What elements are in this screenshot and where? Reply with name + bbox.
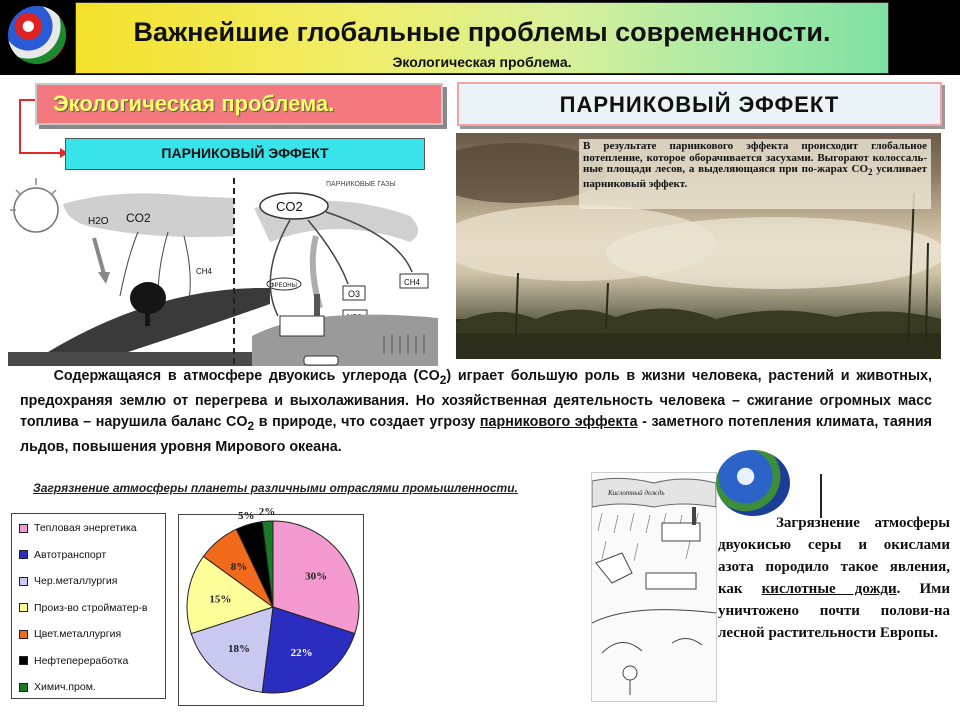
- legend-item: [19, 655, 128, 667]
- eco-problem-label-box: [35, 83, 443, 125]
- o3-label: O3: [348, 289, 361, 299]
- greenhouse-title: ПАРНИКОВЫЙ ЭФФЕКТ: [559, 92, 840, 117]
- flags-globe-logo: [8, 6, 66, 64]
- eco-problem-label: Экологическая проблема.: [53, 91, 335, 116]
- greenhouse-label-small: ПАРНИКОВЫЙ ЭФФЕКТ: [161, 145, 329, 161]
- legend-swatch: [19, 550, 28, 559]
- legend-swatch: [19, 683, 28, 692]
- greenhouse-diagram: [8, 176, 438, 366]
- greenhouse-label-box: [65, 138, 425, 170]
- pie-slice-label: 22%: [290, 647, 313, 660]
- legend-item: [19, 602, 148, 614]
- greenhouse-gases-caption: ПАРНИКОВЫЕ ГАЗЫ: [326, 181, 396, 188]
- legend-label: Чер.металлургия: [34, 575, 118, 587]
- acid-rain-text: Загрязнение атмосферы двуокисью серы и окислами азота породило такое явления, как кислотные дожди. Ими уничтожено почти полови-на лесной растительности Европы.: [718, 515, 951, 641]
- sun-ray-arrow: [94, 238, 104, 274]
- photo-caption: В результате парникового эффекта происходит глобальное потепление, которое оборачивается засухами. Выгорают колоссаль-ные площади лесов, а выделяющаяся при по-жарах $CO_2$ усиливает парниковый эффект.: [579, 139, 931, 209]
- legend-label: Тепловая энергетика: [34, 522, 137, 534]
- pie-slice-label: 2%: [258, 506, 276, 519]
- sketch-caption: Кислотный дождь: [608, 489, 665, 497]
- factory-icon: [280, 316, 324, 336]
- pie-slice-label: 8%: [230, 560, 248, 573]
- page-title: Важнейшие глобальные проблемы современности.: [133, 17, 831, 47]
- legend-label: Химич.пром.: [34, 681, 96, 693]
- h2o-label: H2O: [88, 216, 109, 227]
- page-subtitle: Экологическая проблема.: [392, 54, 572, 70]
- legend-label: Автотранспорт: [34, 548, 107, 561]
- pie-slice-label: 18%: [228, 643, 251, 656]
- legend-item: [19, 628, 121, 640]
- ch4-right-label: CH4: [404, 278, 421, 287]
- legend-swatch: [19, 656, 28, 665]
- legend-item: [19, 575, 117, 587]
- car-icon: [304, 356, 338, 365]
- co2-paragraph: Содержащаяся в атмосфере двуокись углерода $(CO_2)$ играет большую роль в жизни человека, растений и животных, предохраняя землю от перегрева и выхолаживания. Но хозяйственная деятельность человека – сжигание огромных масс топлива – нарушила баланс $CO_2$ в природе, что создает угрозу парникового эффекта - заметного потепления климата, таяния льдов, повышения уровня Мирового океана.: [20, 368, 932, 455]
- pie-chart: [178, 497, 368, 707]
- legend-swatch: [19, 630, 28, 639]
- chart-legend: [11, 513, 166, 699]
- pie-slice-label: 15%: [209, 593, 232, 606]
- chart-title: Загрязнение атмосферы планеты различными отраслями промышленности.: [33, 481, 518, 495]
- legend-swatch: [19, 524, 28, 533]
- acid-rain-sketch: [591, 472, 717, 702]
- legend-item: [19, 681, 96, 693]
- legend-label: Нефтепереработка: [34, 654, 129, 667]
- greenhouse-link[interactable]: парникового эффекта: [479, 413, 638, 430]
- legend-item: [19, 549, 106, 561]
- pie-slice-label: 30%: [305, 570, 328, 583]
- legend-item: [19, 522, 137, 534]
- freons-label: ФРЕОНЫ: [270, 283, 297, 289]
- legend-label: Цвет.металлургия: [34, 628, 122, 640]
- legend-label: Произ-во стройматер-в: [34, 601, 148, 614]
- legend-swatch: [19, 577, 28, 586]
- acid-rain-link[interactable]: кислотные дожди: [761, 581, 897, 597]
- earth-globe-icon: [716, 450, 790, 516]
- greenhouse-title-box: [457, 82, 942, 126]
- title-banner: [75, 2, 889, 74]
- co2-right-label: CO2: [276, 199, 303, 214]
- pie-slice-label: 5%: [237, 509, 255, 522]
- forest-fire-photo: [456, 133, 941, 359]
- ch4-left-label: CH4: [196, 267, 213, 276]
- legend-swatch: [19, 603, 28, 612]
- co2-left-label: CO2: [126, 211, 151, 225]
